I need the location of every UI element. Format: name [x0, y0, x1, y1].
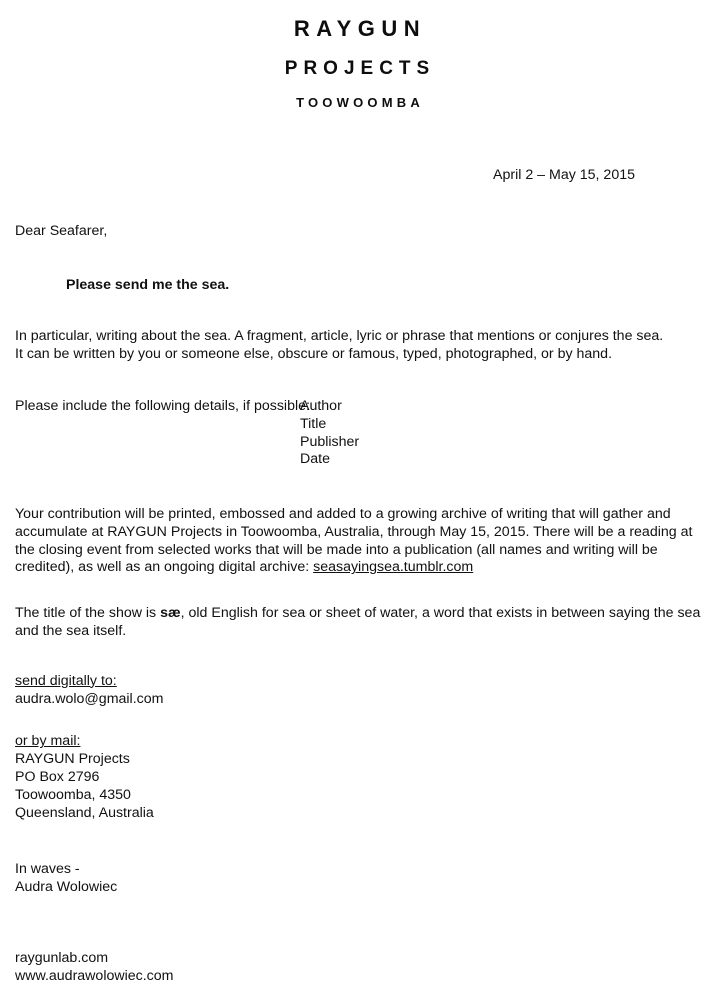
- footer-links: [15, 949, 705, 986]
- title-explanation-suffix: , old English for sea or sheet of water, a word that exists in between saying the sea and the sea itself.: [15, 605, 701, 639]
- letterhead-organization-type: PROJECTS: [284, 58, 436, 79]
- digital-submission-block: [15, 673, 705, 709]
- mail-address-line-city: Toowoomba, 4350: [15, 786, 131, 803]
- digital-submission-heading: send digitally to:: [15, 672, 117, 689]
- detail-item-publisher: Publisher: [300, 433, 360, 450]
- detail-item-author: Author: [300, 397, 342, 414]
- detail-item-date: Date: [300, 451, 330, 468]
- letterhead-location: TOOWOOMBA: [296, 95, 424, 110]
- headline-request: Please send me the sea.: [66, 276, 230, 293]
- letterhead-organization-name: RAYGUN: [293, 16, 427, 41]
- show-title-word: sæ: [160, 605, 181, 622]
- footer-link-raygunlab[interactable]: raygunlab.com: [15, 949, 109, 966]
- archive-paragraph: [15, 506, 705, 577]
- mail-submission-block: [15, 733, 705, 822]
- signoff-name: Audra Wolowiec: [15, 879, 118, 896]
- intro-paragraph-line-2: It can be written by you or someone else, obscure or famous, typed, photographed, or by hand.: [15, 346, 613, 363]
- submission-details-block: [15, 398, 705, 470]
- mail-submission-heading: or by mail:: [15, 733, 81, 750]
- detail-item-title: Title: [300, 415, 327, 432]
- letter-body: [0, 167, 720, 986]
- title-explanation-paragraph: [15, 605, 705, 641]
- intro-paragraph-line-1: In particular, writing about the sea. A fragment, article, lyric or phrase that mentions or conjures the sea.: [15, 328, 664, 345]
- mail-address-line-state: Queensland, Australia: [15, 804, 154, 821]
- exhibition-date-range: April 2 – May 15, 2015: [493, 167, 635, 183]
- title-explanation-prefix: The title of the show is: [15, 605, 161, 622]
- submission-details-list: [300, 398, 359, 469]
- letterhead: [0, 0, 720, 109]
- signoff-block: [15, 861, 705, 897]
- intro-paragraph: [15, 328, 705, 364]
- mail-address-line-pobox: PO Box 2796: [15, 768, 100, 785]
- signoff-closing: In waves -: [15, 861, 80, 878]
- footer-link-audrawolowiec[interactable]: www.audrawolowiec.com: [15, 968, 174, 985]
- submission-email-address[interactable]: audra.wolo@gmail.com: [15, 690, 164, 707]
- tumblr-archive-link[interactable]: seasayingsea.tumblr.com: [313, 559, 474, 576]
- submission-details-label: Please include the following details, if possible:: [15, 397, 310, 414]
- salutation: Dear Seafarer,: [15, 222, 108, 239]
- mail-address-line-organization: RAYGUN Projects: [15, 751, 130, 768]
- archive-paragraph-text: Your contribution will be printed, embossed and added to a growing archive of writing that will gather and accumulate at RAYGUN Projects in Toowoomba, Australia, through May 15, 2015. There will be a reading at the closing event from selected works that will be made into a publication (all names and writing will be credited), as well as an ongoing digital archive:: [15, 505, 693, 576]
